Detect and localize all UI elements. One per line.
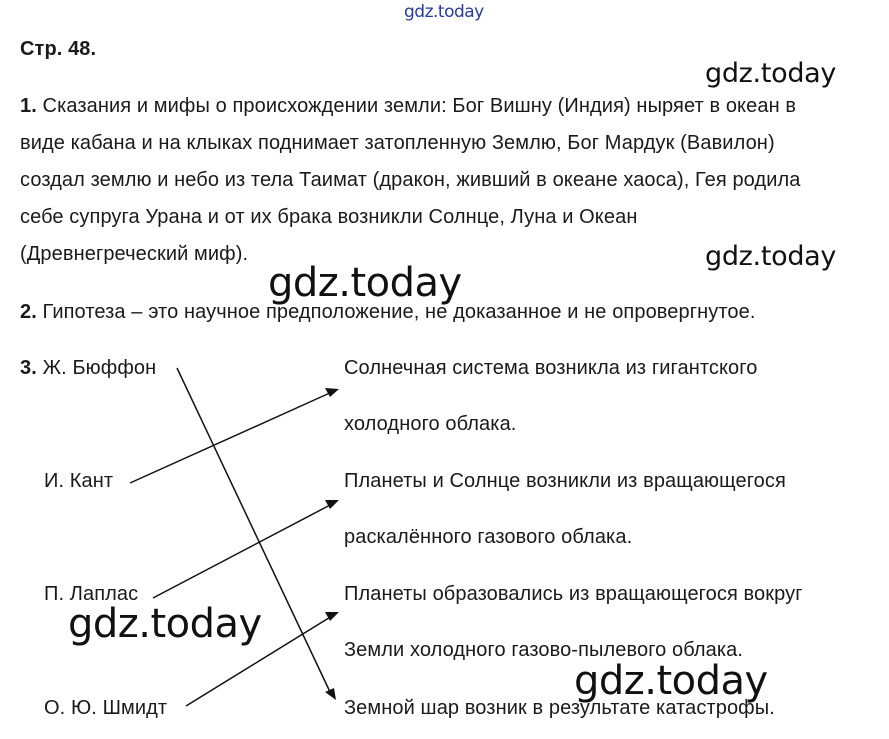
item-number: 2. <box>20 301 37 323</box>
arrow-kant-to-cold-cloud <box>130 392 332 483</box>
item-1-line <box>20 96 796 116</box>
item-1-line: создал землю и небо из тела Таимат (дракон, живший в океане хаоса), Гея родила <box>20 169 801 191</box>
hypothesis-text: холодного облака. <box>344 413 517 435</box>
watermark: gdz.today <box>705 241 837 272</box>
watermark: gdz.today <box>574 658 768 704</box>
hypothesis-text: Земли холодного газово-пылевого облака. <box>344 639 744 661</box>
scientist-laplace: П. Лаплас <box>44 583 139 605</box>
arrowhead <box>325 500 339 509</box>
arrowhead <box>325 612 339 621</box>
hypothesis-text: раскалённого газового облака. <box>344 526 633 548</box>
item-text: Сказания и мифы о происхождении земли: Бог Вишну (Индия) ныряет в океан в <box>36 95 797 117</box>
hypothesis-text: Солнечная система возникла из гигантского <box>344 357 758 379</box>
item-number: 1. <box>20 95 37 117</box>
item-1-line: (Древнегреческий миф). <box>20 243 249 265</box>
scientist-schmidt: О. Ю. Шмидт <box>44 697 168 719</box>
top-watermark: gdz.today <box>404 2 484 22</box>
item-1-line: себе супруга Урана и от их брака возникли Солнце, Луна и Океан <box>20 206 638 228</box>
arrowhead <box>325 388 339 397</box>
hypothesis-text: Планеты образовались из вращающегося вокруг <box>344 583 803 605</box>
watermark: gdz.today <box>705 58 837 89</box>
scientist-kant: И. Кант <box>44 470 114 492</box>
hypothesis-text: Планеты и Солнце возникли из вращающегося <box>344 470 786 492</box>
page-title: Стр. 48. <box>20 38 97 60</box>
arrowhead <box>325 688 336 700</box>
arrow-laplace-to-hot-cloud <box>153 504 332 598</box>
item-2-line <box>20 302 756 322</box>
watermark: gdz.today <box>68 601 262 647</box>
hypothesis-text: Земной шар возник в результате катастрофы. <box>344 697 775 719</box>
watermark: gdz.today <box>268 260 462 306</box>
item-text: Гипотеза – это научное предположение, не доказанное и не опровергнутое. <box>36 301 756 323</box>
item-number: 3. <box>20 357 37 379</box>
item-1-line: виде кабана и на клыках поднимает затопленную Землю, Бог Мардук (Вавилон) <box>20 132 775 154</box>
scientist-buffon <box>20 358 156 378</box>
scientist-name: Ж. Бюффон <box>42 357 157 379</box>
